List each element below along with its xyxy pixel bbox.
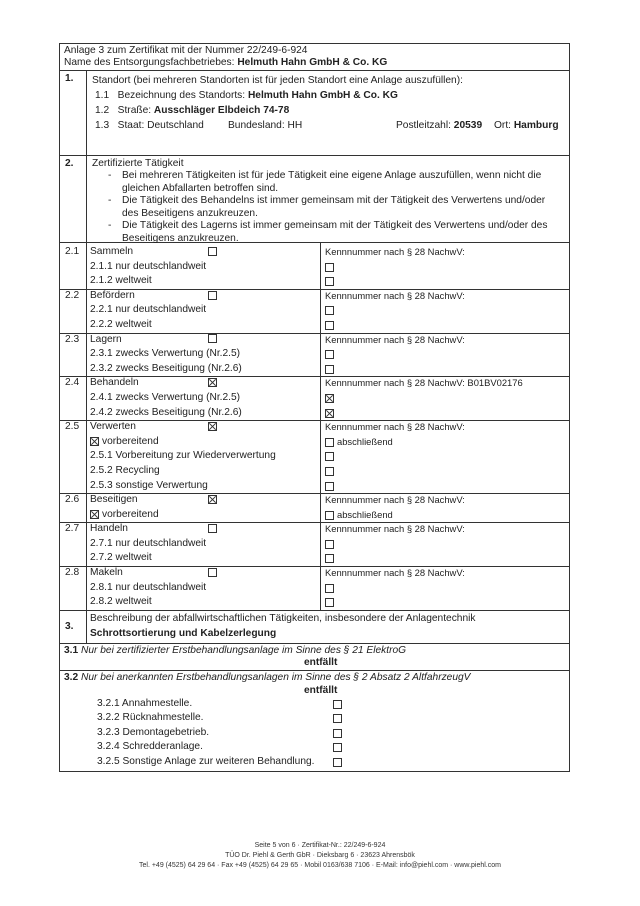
sub-activity-label: 2.7.2 weltweit [90,552,152,564]
row-number: 2.1 [65,246,80,257]
option-label: vorbereitend [102,435,159,447]
checkbox[interactable] [325,263,334,272]
sub-activity-label: 2.5.1 Vorbereitung zur Wiederverwertung [90,450,276,462]
sub-activity-label: 2.8.1 nur deutschlandweit [90,581,207,593]
bullet-dash: - [108,220,112,232]
certificate-annex-form [59,43,570,772]
sub-activity-label: 2.5.3 sonstige Verwertung [90,479,208,491]
section-description [60,611,569,644]
checkbox[interactable] [325,350,334,359]
id-number-label: Kennnummer nach § 28 NachwV: [325,333,465,345]
checkbox[interactable] [333,700,342,709]
sub-activity-label: 2.3.2 zwecks Beseitigung (Nr.2.6) [90,362,242,374]
activity-table [60,243,569,611]
checkbox-checked[interactable] [208,422,217,431]
checkbox-checked[interactable] [325,409,334,418]
checkbox[interactable] [333,714,342,723]
bullet-dash: - [108,170,112,181]
section-3-2 [60,671,569,772]
state-value: HH [287,120,303,131]
site-label: Bezeichnung des Standorts: [117,90,246,101]
sub-activity-label: 2.2.2 weltweit [90,318,152,330]
activity-label: Behandeln [90,377,139,389]
activity-label: Lagern [90,333,122,345]
option-label: abschließend [337,508,393,520]
facility-type-label: 3.2.4 Schredderanlage. [97,741,203,753]
checkbox[interactable] [208,291,217,300]
site-value: Helmuth Hahn GmbH & Co. KG [247,90,398,101]
note-bullet [92,220,565,245]
id-number-label: Kennnummer nach § 28 NachwV: [325,523,465,535]
checkbox-checked[interactable] [208,378,217,387]
country-value: Deutschland [147,120,204,131]
activity-label: Beseitigen [90,494,138,506]
option-label: abschließend [337,435,393,447]
checkbox[interactable] [208,247,217,256]
row-number: 2.7 [65,523,80,535]
checkbox[interactable] [325,438,334,447]
sub-activity-label: 2.7.1 nur deutschlandweit [90,537,207,549]
company-name-value: Helmuth Hahn GmbH & Co. KG [237,57,388,68]
note-text: des Beseitigens anzukreuzen. [122,207,258,219]
id-number-label: Kennnummer nach § 28 NachwV: [325,567,465,579]
note-bullet [92,195,565,220]
row-number: 2.3 [65,333,80,345]
sub-activity-label: 2.4.2 zwecks Beseitigung (Nr.2.6) [90,406,242,418]
row-number: 2.2 [65,289,80,301]
footer-company: TÜO Dr. Piehl & Gerth GbR · Dieksbarg 6 · 23623 Ahrensbök [225,852,415,859]
checkbox-checked[interactable] [90,510,99,519]
checkbox[interactable] [208,524,217,533]
id-number-label: Kennnummer nach § 28 NachwV: [325,494,465,506]
street-label: Straße: [117,105,152,116]
item-number: 1.1 [95,90,110,101]
note-bullet [92,170,565,195]
location-title: Standort (bei mehreren Standorten ist für jeden Standort eine Anlage auszufüllen): [92,75,463,86]
city-value: Hamburg [513,120,559,131]
section-number: 1. [65,73,74,84]
note-text: Bei mehreren Tätigkeiten ist für jede Tätigkeit eine eigene Anlage auszufüllen, wenn nicht die [122,170,542,181]
description-title: Beschreibung der abfallwirtschaftlichen Tätigkeiten, insbesondere der Anlagentechnik [90,612,476,624]
condition-text: Nur bei zertifizierter Erstbehandlungsanlage im Sinne des § 21 ElektroG [81,644,407,656]
facility-type-label: 3.2.5 Sonstige Anlage zur weiteren Behandlung. [97,755,315,767]
checkbox[interactable] [325,277,334,286]
activity-label: Sammeln [90,246,134,257]
sub-activity-label: 2.1.2 weltweit [90,275,152,287]
sub-activity-label: 2.2.1 nur deutschlandweit [90,304,207,316]
sub-activity-label: 2.4.1 zwecks Verwertung (Nr.2.5) [90,391,241,403]
section-3-1 [60,644,569,671]
item-number: 1.3 [95,120,110,131]
street-value: Ausschläger Elbdeich 74-78 [153,105,290,116]
facility-type-label: 3.2.2 Rücknahmestelle. [97,712,204,724]
city-label: Ort: [494,120,511,131]
checkbox[interactable] [325,306,334,315]
condition-text: Nur bei anerkannten Erstbehandlungsanlagen im Sinne des § 2 Absatz 2 AltfahrzeugV [81,671,471,683]
state-label: Bundesland: [228,120,285,131]
country-label: Staat: [117,120,145,131]
postcode-value: 20539 [453,120,483,131]
checkbox[interactable] [325,540,334,549]
company-name-line [64,57,565,69]
checkbox[interactable] [325,365,334,374]
description-value: Schrottsortierung und Kabelzerlegung [90,627,277,639]
section-certified-activity [60,156,569,243]
bullet-dash: - [108,195,112,207]
section-number: 3.1 [64,644,79,656]
sub-activity-label: 2.1.1 nur deutschlandweit [90,260,207,272]
not-applicable-value: entfällt [304,656,338,668]
company-name-label: Name des Entsorgungsfachbetriebes: [64,57,235,68]
checkbox[interactable] [325,467,334,476]
annex-title: Anlage 3 zum Zertifikat mit der Nummer 22/249-6-924 [64,45,308,56]
note-text: Die Tätigkeit des Behandelns ist immer gemeinsam mit der Tätigkeit des Verwertens und/oder [122,195,546,207]
row-number: 2.5 [65,421,80,433]
checkbox[interactable] [325,452,334,461]
id-number-label: Kennnummer nach § 28 NachwV: [325,289,465,301]
item-number: 1.2 [95,105,110,116]
section-number: 3.2 [64,671,79,683]
checkbox-checked[interactable] [90,437,99,446]
sub-activity-label: 2.5.2 Recycling [90,464,160,476]
note-text: Beseitigens anzukreuzen. [122,232,239,244]
activity-label: Verwerten [90,421,136,433]
id-number-label: Kennnummer nach § 28 NachwV: [325,421,465,433]
sub-activity-label: 2.8.2 weltweit [90,596,152,608]
checkbox[interactable] [325,554,334,563]
option-label: vorbereitend [102,508,159,520]
section-location [60,71,569,156]
note-text: gleichen Abfallarten betroffen sind. [122,182,279,194]
checkbox-checked[interactable] [208,495,217,504]
note-text: Die Tätigkeit des Lagerns ist immer gemeinsam mit der Tätigkeit des Verwertens und/oder des [122,220,548,232]
facility-type-label: 3.2.3 Demontagebetrieb. [97,726,210,738]
activity-title: Zertifizierte Tätigkeit [92,158,184,169]
activity-label: Makeln [90,567,123,579]
footer-contact: Tel. +49 (4525) 64 29 64 · Fax +49 (4525) 64 29 65 · Mobil 0163/638 7106 · E-Mail: info@piehl.com · www.piehl.com [139,862,501,869]
row-number: 2.4 [65,377,80,389]
facility-type-label: 3.2.1 Annahmestelle. [97,697,193,709]
row-number: 2.6 [65,494,80,506]
row-number: 2.8 [65,567,80,579]
form-header [60,44,569,71]
sub-activity-label: 2.3.1 zwecks Verwertung (Nr.2.5) [90,348,241,360]
section-number: 3. [65,620,74,632]
checkbox[interactable] [208,334,217,343]
checkbox[interactable] [333,743,342,752]
id-number-label: Kennnummer nach § 28 NachwV: [325,246,465,257]
footer-page-info: Seite 5 von 6 · Zertifikat-Nr.: 22/249-6-924 [254,842,386,849]
section-number: 2. [65,158,74,169]
checkbox[interactable] [325,511,334,520]
checkbox[interactable] [333,729,342,738]
checkbox[interactable] [208,568,217,577]
checkbox[interactable] [325,598,334,607]
checkbox-checked[interactable] [325,394,334,403]
activity-label: Befördern [90,289,135,301]
checkbox[interactable] [325,584,334,593]
not-applicable-value: entfällt [304,684,338,696]
activity-label: Handeln [90,523,128,535]
checkbox[interactable] [325,482,334,491]
checkbox[interactable] [325,321,334,330]
postcode-label: Postleitzahl: [396,120,451,131]
id-number-value: Kennnummer nach § 28 NachwV: B01BV02176 [325,377,523,389]
checkbox[interactable] [333,758,342,767]
page-footer [0,841,640,871]
